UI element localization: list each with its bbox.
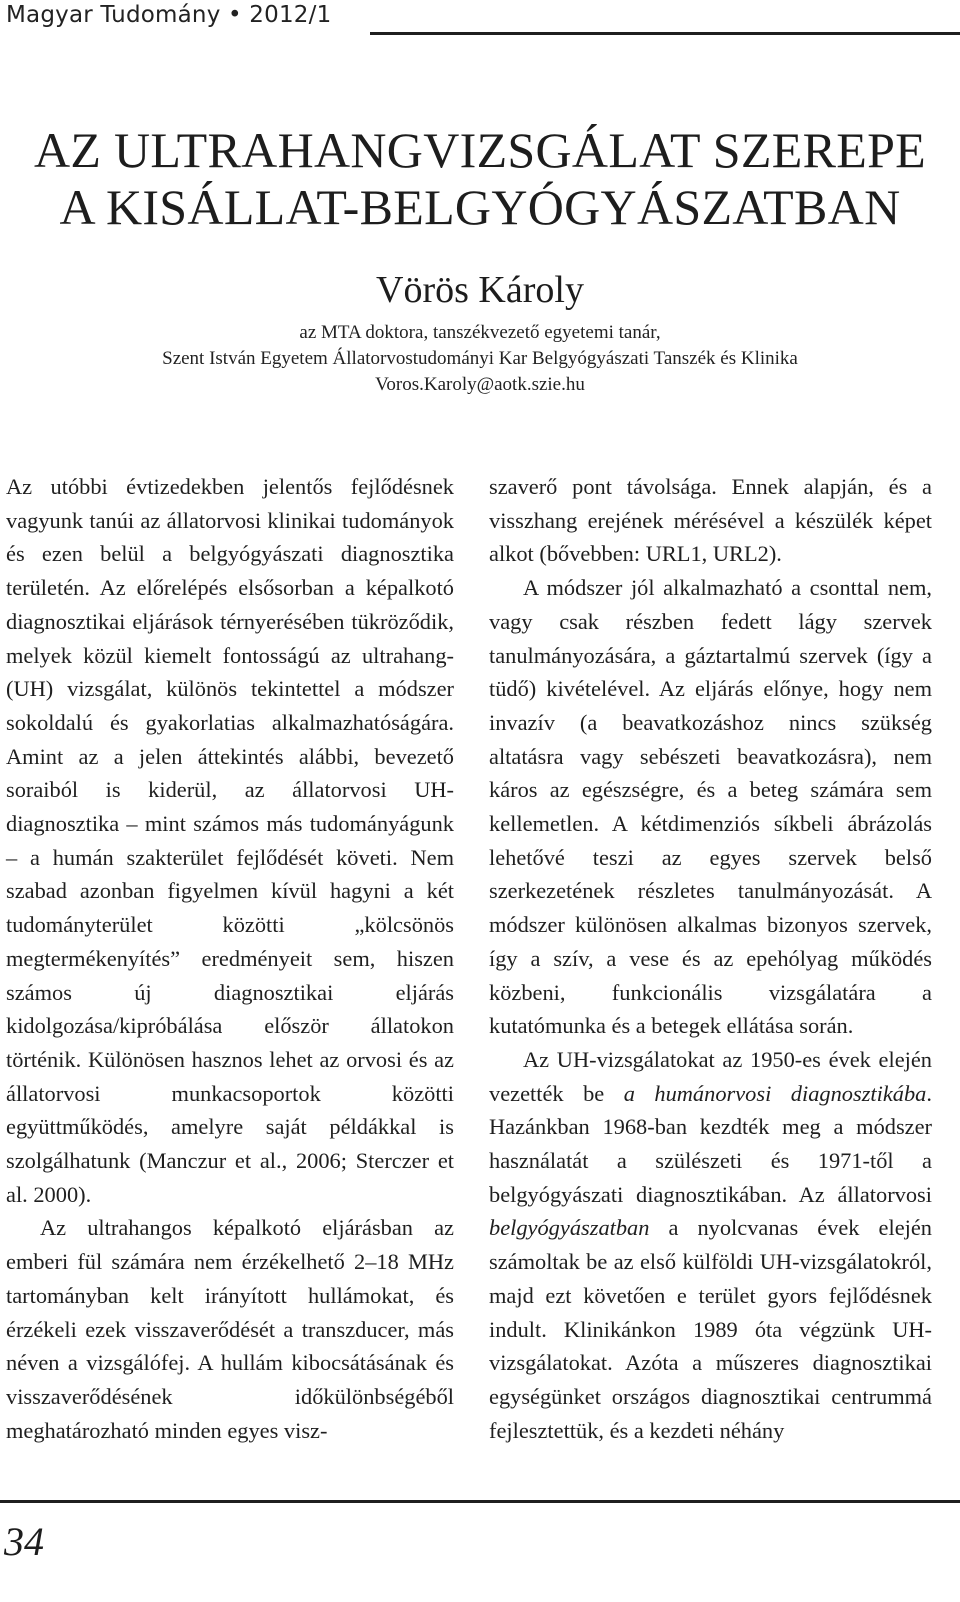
running-header	[0, 0, 960, 40]
paragraph: szaverő pont távolsága. Ennek alapján, és a visszhang erejének mérésével a készülék képet alkot (bővebben: URL1, URL2).	[489, 474, 932, 567]
paragraph: A módszer jól alkalmazható a csonttal nem, vagy csak részben fedett lágy szervek tanulmányozására, a gáztartalmú szervek (így a tüdő) kivételével. Az eljárás előnye, hogy nem invazív (a beavatkozáshoz nincs szükség altatásra vagy sebészeti beavatkozásra), nem káros az egészségre, és a beteg számára sem kellemetlen. A kétdimenziós síkbeli ábrázolás lehetővé teszi az egyes szervek belső szerkezetének részletes tanulmányozását. A módszer különösen alkalmas bizonyos szervek, így a szív, a vese és az epehólyag működés közbeni, funkcionális vizsgálatára a kutatómunka és a betegek ellátása során.	[489, 575, 932, 1039]
author-email: Voros.Karoly@aotk.szie.hu	[375, 374, 585, 395]
header-rule	[370, 32, 960, 35]
footer-rule	[0, 1500, 960, 1503]
paragraph-text: . Hazánkban 1968-ban kezdték meg a módszer használatát a szülészeti és 1971-től a belgyógyászati diagnosztikában. Az állatorvosi	[489, 1080, 932, 1207]
emphasis-text: a humánorvosi diagnosztikába	[623, 1080, 927, 1106]
paragraph: Az ultrahangos képalkotó eljárásban az emberi fül számára nem érzékelhető 2–18 MHz tartományban kelt irányított hullámokat, és érzékeli ezek visszaverődését a transzducer, más néven a vizsgálófej. A hullám kibocsátásának és visszaverődésének időkülönbségéből meghatározható minden egyes visz-	[6, 1215, 454, 1443]
paragraph: Az utóbbi évtizedekben jelentős fejlődésnek vagyunk tanúi az állatorvosi klinikai tudományok és ezen belül a belgyógyászati diagnosztika területén. Az előrelépés elsősorban a képalkotó diagnosztikai eljárások térnyerésében tükröződik, melyek közül kiemelt fontosságú az ultrahang- (UH) vizsgálat, különös tekintettel a módszer sokoldalú és gyakorlatias alkalmazhatóságára. Amint az a jelen áttekintés alábbi, bevezető soraiból is kiderül, az állatorvosi UH-diagnosztika – mint számos más tudományágunk – a humán szakterület fejlődését követi. Nem szabad azonban figyelmen kívül hagyni a két tudományterület közötti „kölcsönös megtermékenyítés” eredményeit sem, hiszen számos új diagnosztikai eljárás kidolgozása/kipróbálása először állatokon történik. Különösen hasznos lehet az orvosi és az állatorvosi munkacsoportok közötti együttműködés, amelyre saját példákkal is szolgálhatunk (Manczur et al., 2006; Sterczer et al. 2000).	[6, 474, 454, 1207]
paragraph	[489, 1043, 932, 1447]
emphasis-text: belgyógyászatban	[489, 1215, 650, 1241]
right-column	[489, 470, 932, 1447]
journal-header: Magyar Tudomány • 2012/1	[6, 2, 332, 28]
affiliation-line-1: az MTA doktora, tanszékvezető egyetemi tanár,	[299, 322, 661, 343]
paragraph-text: a nyolcvanas évek elején számoltak be az első külföldi UH-vizsgálatokról, majd ezt követően e terület gyors fejlődésnek indult. Klinikánkon 1989 óta végzünk UH-vizsgálatokat. Azóta a műszeres diagnosztikai egységünket országos diagnosztikai centrummá fejlesztettük, és a kezdeti néhány	[489, 1215, 932, 1443]
affiliation-line-2: Szent István Egyetem Állatorvostudományi Kar Belgyógyászati Tanszék és Klinika	[162, 348, 798, 369]
page-number: 34	[4, 1519, 44, 1564]
title-line-2: A KISÁLLAT-BELGYÓGYÁSZATBAN	[59, 179, 901, 235]
author-name: Vörös Károly	[376, 269, 584, 311]
article-title	[0, 122, 960, 236]
left-column	[6, 470, 454, 1447]
author-affiliation	[0, 320, 960, 398]
paragraph-text: Az UH-vizsgálatokat az 1950-es évek elején vezették be	[489, 1046, 932, 1106]
title-line-1: AZ ULTRAHANGVIZSGÁLAT SZEREPE	[33, 122, 927, 178]
